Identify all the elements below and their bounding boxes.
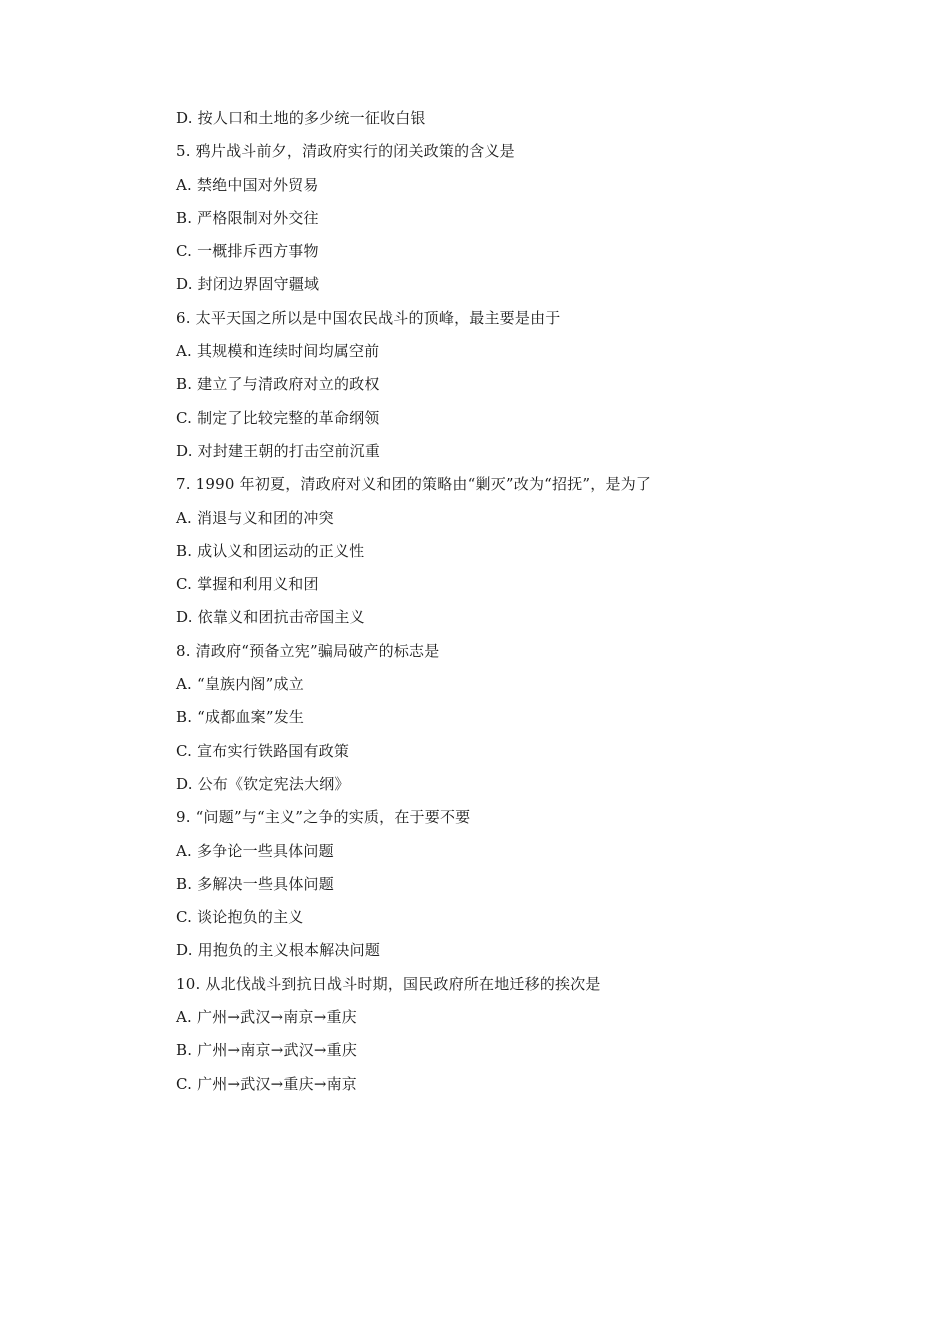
option-5a: A. 禁绝中国对外贸易 — [176, 175, 319, 194]
question-6: 6. 太平天国之所以是中国农民战斗的顶峰，最主要是由于 — [176, 308, 561, 327]
option-9c: C. 谈论抱负的主义 — [176, 908, 304, 927]
option-8d: D. 公布《钦定宪法大纲》 — [176, 774, 350, 793]
option-10c: C. 广州→武汉→重庆→南京 — [176, 1074, 357, 1093]
option-8c: C. 宣布实行铁路国有政策 — [176, 741, 350, 760]
option-5d: D. 封闭边界固守疆域 — [176, 275, 320, 294]
option-6a: A. 其规模和连续时间均属空前 — [176, 342, 380, 361]
option-6b: B. 建立了与清政府对立的政权 — [176, 375, 380, 394]
question-list — [176, 106, 816, 1105]
question-5: 5. 鸦片战斗前夕，清政府实行的闭关政策的含义是 — [176, 142, 515, 161]
option-9d: D. 用抱负的主义根本解决问题 — [176, 941, 381, 960]
question-7: 7. 1990 年初夏，清政府对义和团的策略由“剿灭”改为“招抚”，是为了 — [176, 475, 652, 494]
option-6c: C. 制定了比较完整的革命纲领 — [176, 408, 380, 427]
option-7d: D. 依靠义和团抗击帝国主义 — [176, 608, 365, 627]
option-10b: B. 广州→南京→武汉→重庆 — [176, 1041, 358, 1060]
option-5b: B. 严格限制对外交往 — [176, 208, 319, 227]
option-4d: D. 按人口和土地的多少统一征收白银 — [176, 109, 426, 127]
option-7c: C. 掌握和利用义和团 — [176, 575, 319, 594]
option-10a: A. 广州→武汉→南京→重庆 — [176, 1008, 357, 1027]
question-9: 9. “问题”与“主义”之争的实质，在于要不要 — [176, 808, 471, 827]
option-8a: A. “皇族内阁”成立 — [176, 675, 304, 694]
question-8: 8. 清政府“预备立宪”骗局破产的标志是 — [176, 641, 440, 660]
option-7a: A. 消退与义和团的冲突 — [176, 508, 334, 527]
question-10: 10. 从北伐战斗到抗日战斗时期，国民政府所在地迁移的挨次是 — [176, 974, 601, 993]
option-8b: B. “成都血案”发生 — [176, 708, 305, 727]
option-7b: B. 成认义和团运动的正义性 — [176, 541, 365, 560]
option-5c: C. 一概排斥西方事物 — [176, 242, 319, 261]
option-9b: B. 多解决一些具体问题 — [176, 874, 334, 893]
option-9a: A. 多争论一些具体问题 — [176, 841, 334, 860]
option-6d: D. 对封建王朝的打击空前沉重 — [176, 441, 381, 460]
